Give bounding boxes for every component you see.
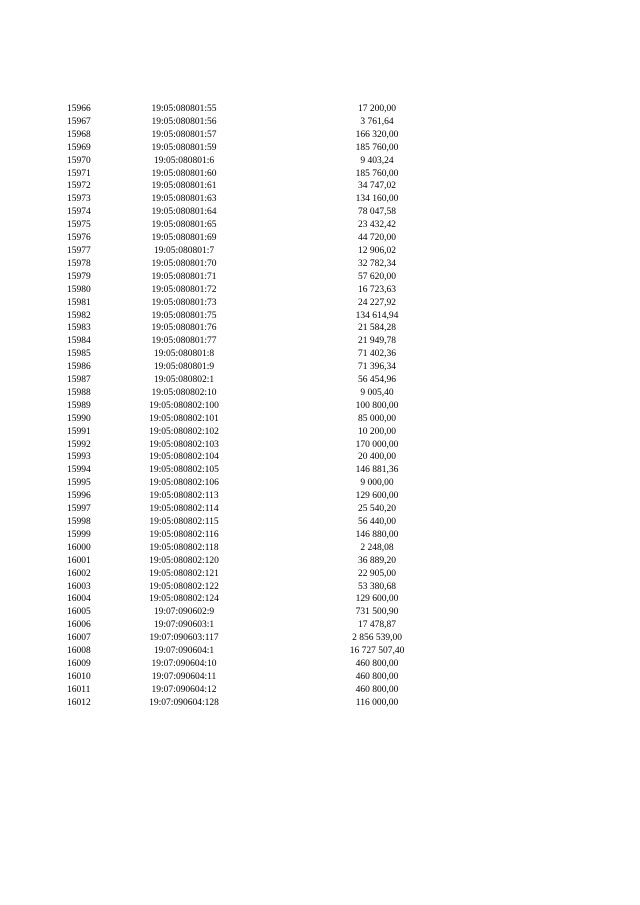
row-number: 16004 xyxy=(67,594,91,605)
row-number: 15986 xyxy=(67,362,91,373)
row-number: 15967 xyxy=(67,116,91,127)
row-number: 15968 xyxy=(67,129,91,140)
amount-value: 71 402,36 xyxy=(358,349,396,360)
amount-value: 53 380,68 xyxy=(358,581,396,592)
cadastral-number: 19:05:080801:9 xyxy=(153,362,215,373)
amount-value: 134 160,00 xyxy=(355,194,399,205)
amount-value: 71 396,34 xyxy=(358,362,396,373)
amount-value: 185 760,00 xyxy=(355,168,399,179)
row-number: 15981 xyxy=(67,297,91,308)
table-row xyxy=(0,116,640,129)
amount-value: 460 800,00 xyxy=(355,671,399,682)
table-row xyxy=(0,568,640,581)
table-row xyxy=(0,310,640,323)
row-number: 15992 xyxy=(67,439,91,450)
amount-value: 460 800,00 xyxy=(355,684,399,695)
cadastral-number: 19:05:080801:65 xyxy=(151,220,217,231)
amount-value: 57 620,00 xyxy=(358,271,396,282)
row-number: 15969 xyxy=(67,142,91,153)
amount-value: 21 584,28 xyxy=(358,323,396,334)
table-row xyxy=(0,658,640,671)
amount-value: 56 454,96 xyxy=(358,375,396,386)
cadastral-number: 19:07:090604:128 xyxy=(149,697,219,708)
cadastral-number: 19:05:080801:72 xyxy=(151,284,217,295)
row-number: 15966 xyxy=(67,104,91,114)
table-row xyxy=(0,426,640,439)
table-row xyxy=(0,348,640,361)
row-number: 16002 xyxy=(67,568,91,579)
table-row xyxy=(0,258,640,271)
cadastral-number: 19:05:080802:122 xyxy=(149,581,219,592)
cadastral-number: 19:05:080801:60 xyxy=(151,168,217,179)
amount-value: 32 782,34 xyxy=(358,258,396,269)
row-number: 16000 xyxy=(67,542,91,553)
cadastral-number: 19:05:080801:73 xyxy=(151,297,217,308)
row-number: 15974 xyxy=(67,207,91,218)
cadastral-number: 19:05:080801:8 xyxy=(153,349,215,360)
table-row xyxy=(0,297,640,310)
table-row xyxy=(0,232,640,245)
row-number: 16010 xyxy=(67,671,91,682)
row-number: 15983 xyxy=(67,323,91,334)
table-row xyxy=(0,361,640,374)
cadastral-number: 19:05:080801:55 xyxy=(151,104,217,114)
amount-value: 23 432,42 xyxy=(358,220,396,231)
row-number: 15996 xyxy=(67,491,91,502)
row-number: 15999 xyxy=(67,529,91,540)
row-number: 16012 xyxy=(67,697,91,708)
table-row xyxy=(0,451,640,464)
cadastral-number: 19:05:080801:63 xyxy=(151,194,217,205)
cadastral-number: 19:07:090604:11 xyxy=(151,671,217,682)
table-row xyxy=(0,142,640,155)
table-row xyxy=(0,387,640,400)
table-row xyxy=(0,245,640,258)
amount-value: 9 005,40 xyxy=(360,387,394,398)
amount-value: 129 600,00 xyxy=(355,491,399,502)
amount-value: 9 403,24 xyxy=(360,155,394,166)
amount-value: 146 880,00 xyxy=(355,529,399,540)
cadastral-number: 19:05:080802:102 xyxy=(149,426,219,437)
cadastral-number: 19:05:080801:71 xyxy=(151,271,217,282)
cadastral-number: 19:05:080802:106 xyxy=(149,478,219,489)
table-row xyxy=(0,529,640,542)
table-row xyxy=(0,400,640,413)
row-number: 16008 xyxy=(67,646,91,657)
table-row xyxy=(0,103,640,116)
cadastral-number: 19:05:080801:6 xyxy=(153,155,215,166)
table-row xyxy=(0,219,640,232)
row-number: 15975 xyxy=(67,220,91,231)
amount-value: 22 905,00 xyxy=(358,568,396,579)
table-row xyxy=(0,374,640,387)
table-row xyxy=(0,503,640,516)
amount-value: 2 856 539,00 xyxy=(352,633,402,644)
cadastral-number: 19:07:090603:117 xyxy=(149,633,219,644)
cadastral-number: 19:05:080801:75 xyxy=(151,310,217,321)
table-row xyxy=(0,671,640,684)
cadastral-number: 19:05:080802:103 xyxy=(149,439,219,450)
cadastral-number: 19:05:080802:113 xyxy=(149,491,219,502)
row-number: 15995 xyxy=(67,478,91,489)
table-row xyxy=(0,632,640,645)
row-number: 15976 xyxy=(67,233,91,244)
record-table xyxy=(0,103,640,710)
cadastral-number: 19:05:080801:64 xyxy=(151,207,217,218)
cadastral-number: 19:05:080801:61 xyxy=(151,181,217,192)
amount-value: 2 248,08 xyxy=(360,542,394,553)
cadastral-number: 19:05:080801:77 xyxy=(151,336,217,347)
cadastral-number: 19:05:080802:1 xyxy=(153,375,215,386)
table-row xyxy=(0,464,640,477)
table-row xyxy=(0,271,640,284)
table-row xyxy=(0,206,640,219)
amount-value: 17 478,87 xyxy=(358,620,396,631)
table-row xyxy=(0,542,640,555)
row-number: 16011 xyxy=(67,684,91,695)
amount-value: 16 727 507,40 xyxy=(349,646,405,657)
table-row xyxy=(0,619,640,632)
amount-value: 146 881,36 xyxy=(355,465,399,476)
row-number: 16005 xyxy=(67,607,91,618)
row-number: 15994 xyxy=(67,465,91,476)
amount-value: 116 000,00 xyxy=(355,697,399,708)
cadastral-number: 19:05:080802:101 xyxy=(149,413,219,424)
cadastral-number: 19:07:090604:1 xyxy=(153,646,215,657)
row-number: 15988 xyxy=(67,387,91,398)
row-number: 15997 xyxy=(67,504,91,515)
cadastral-number: 19:05:080801:59 xyxy=(151,142,217,153)
row-number: 15980 xyxy=(67,284,91,295)
row-number: 15987 xyxy=(67,375,91,386)
table-row xyxy=(0,555,640,568)
table-row xyxy=(0,684,640,697)
table-row xyxy=(0,645,640,658)
row-number: 15977 xyxy=(67,245,91,256)
row-number: 15979 xyxy=(67,271,91,282)
table-row xyxy=(0,155,640,168)
row-number: 16003 xyxy=(67,581,91,592)
table-row xyxy=(0,284,640,297)
table-row xyxy=(0,193,640,206)
cadastral-number: 19:07:090604:12 xyxy=(151,684,217,695)
row-number: 15990 xyxy=(67,413,91,424)
cadastral-number: 19:05:080802:118 xyxy=(149,542,219,553)
table-row xyxy=(0,168,640,181)
row-number: 15998 xyxy=(67,517,91,527)
row-number: 15971 xyxy=(67,168,91,179)
cadastral-number: 19:05:080801:7 xyxy=(153,245,215,256)
table-row xyxy=(0,490,640,503)
amount-value: 44 720,00 xyxy=(358,233,396,244)
table-row xyxy=(0,129,640,142)
table-row xyxy=(0,439,640,452)
table-row xyxy=(0,593,640,606)
table-row xyxy=(0,516,640,529)
row-number: 15984 xyxy=(67,336,91,347)
amount-value: 460 800,00 xyxy=(355,658,399,669)
row-number: 15970 xyxy=(67,155,91,166)
cadastral-number: 19:05:080802:121 xyxy=(149,568,219,579)
row-number: 15991 xyxy=(67,426,91,437)
cadastral-number: 19:05:080802:104 xyxy=(149,452,219,463)
amount-value: 100 800,00 xyxy=(355,400,399,411)
table-row xyxy=(0,413,640,426)
amount-value: 170 000,00 xyxy=(355,439,399,450)
row-number: 16006 xyxy=(67,620,91,631)
cadastral-number: 19:05:080801:76 xyxy=(151,323,217,334)
row-number: 16001 xyxy=(67,555,91,566)
amount-value: 85 000,00 xyxy=(358,413,396,424)
row-number: 15982 xyxy=(67,310,91,321)
cadastral-number: 19:05:080802:114 xyxy=(149,504,219,515)
row-number: 15978 xyxy=(67,258,91,269)
row-number: 15973 xyxy=(67,194,91,205)
table-row xyxy=(0,322,640,335)
amount-value: 56 440,00 xyxy=(358,517,396,527)
amount-value: 78 047,58 xyxy=(358,207,396,218)
amount-value: 129 600,00 xyxy=(355,594,399,605)
table-row xyxy=(0,581,640,594)
row-number: 15989 xyxy=(67,400,91,411)
cadastral-number: 19:05:080802:116 xyxy=(149,529,219,540)
row-number: 15985 xyxy=(67,349,91,360)
amount-value: 24 227,92 xyxy=(358,297,396,308)
cadastral-number: 19:05:080802:10 xyxy=(151,387,217,398)
cadastral-number: 19:05:080802:124 xyxy=(149,594,219,605)
cadastral-number: 19:05:080801:56 xyxy=(151,116,217,127)
amount-value: 731 500,90 xyxy=(355,607,399,618)
table-row xyxy=(0,697,640,710)
amount-value: 21 949,78 xyxy=(358,336,396,347)
amount-value: 25 540,20 xyxy=(358,504,396,515)
row-number: 15993 xyxy=(67,452,91,463)
cadastral-number: 19:07:090604:10 xyxy=(151,658,217,669)
cadastral-number: 19:05:080802:105 xyxy=(149,465,219,476)
amount-value: 16 723,63 xyxy=(358,284,396,295)
cadastral-number: 19:05:080801:57 xyxy=(151,129,217,140)
amount-value: 17 200,00 xyxy=(358,104,396,114)
amount-value: 34 747,02 xyxy=(358,181,396,192)
amount-value: 12 906,02 xyxy=(358,245,396,256)
amount-value: 166 320,00 xyxy=(355,129,399,140)
cadastral-number: 19:05:080802:100 xyxy=(149,400,219,411)
table-row xyxy=(0,180,640,193)
row-number: 16009 xyxy=(67,658,91,669)
amount-value: 134 614,94 xyxy=(355,310,399,321)
amount-value: 10 200,00 xyxy=(358,426,396,437)
amount-value: 185 760,00 xyxy=(355,142,399,153)
cadastral-number: 19:05:080802:120 xyxy=(149,555,219,566)
amount-value: 36 889,20 xyxy=(358,555,396,566)
cadastral-number: 19:05:080801:69 xyxy=(151,233,217,244)
amount-value: 20 400,00 xyxy=(358,452,396,463)
row-number: 15972 xyxy=(67,181,91,192)
cadastral-number: 19:07:090602:9 xyxy=(153,607,215,618)
row-number: 16007 xyxy=(67,633,91,644)
amount-value: 3 761,64 xyxy=(360,116,394,127)
table-row xyxy=(0,335,640,348)
amount-value: 9 000,00 xyxy=(360,478,394,489)
table-row xyxy=(0,477,640,490)
cadastral-number: 19:07:090603:1 xyxy=(153,620,215,631)
cadastral-number: 19:05:080801:70 xyxy=(151,258,217,269)
cadastral-number: 19:05:080802:115 xyxy=(149,517,219,527)
table-row xyxy=(0,606,640,619)
